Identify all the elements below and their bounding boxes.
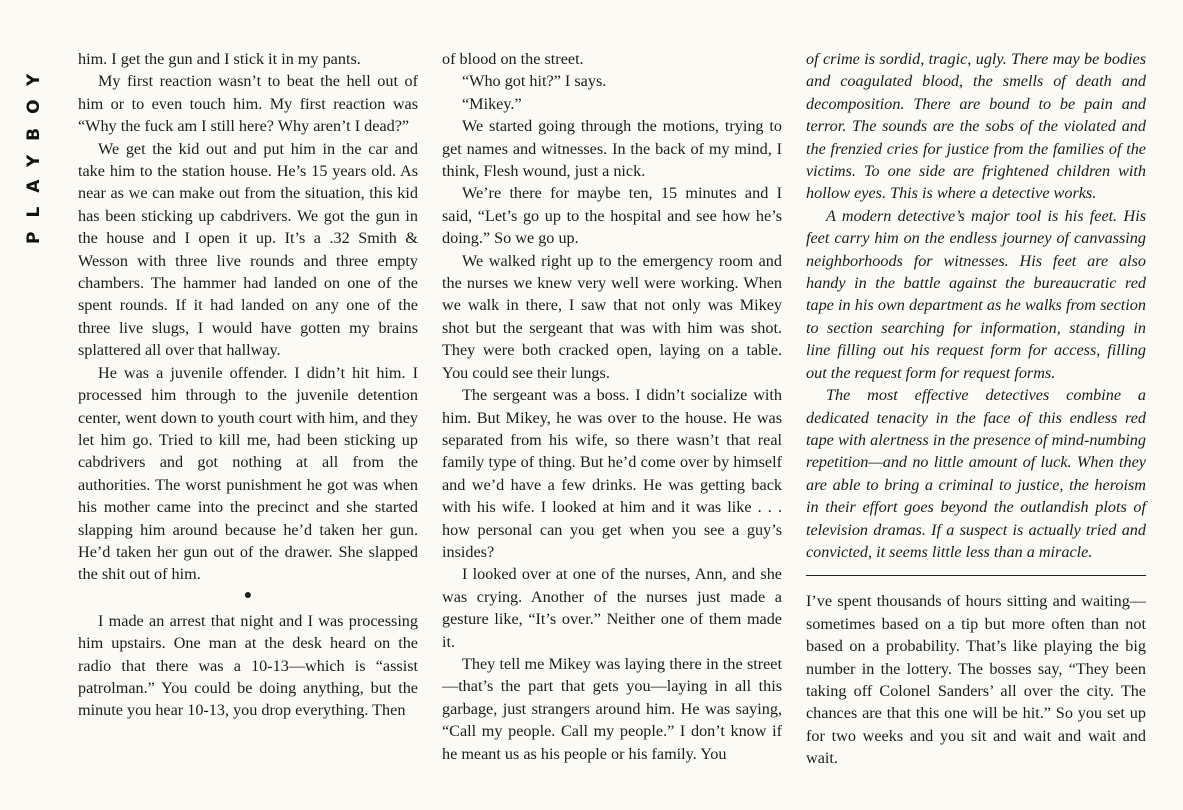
paragraph: I looked over at one of the nurses, Ann, and she was crying. Another of the nurses just made a gesture like, “It’s over.” Neither one of them made it. (442, 565, 782, 651)
paragraph: We walked right up to the emergency room and the nurses we knew very well were working. When we walk in there, I saw that not only was Mikey shot but the sergeant that was with him was shot. They were both cracked open, laying on a table. You could see their lungs. (442, 251, 782, 382)
paragraph: We started going through the motions, trying to get names and witnesses. In the back of my mind, I think, Flesh wound, just a nick. (442, 117, 782, 181)
text-column-1 (78, 48, 418, 722)
paragraph: He was a juvenile offender. I didn’t hit him. I processed him through to the juvenile detention center, went down to youth court with him, and they let him go. Tried to kill me, had been sticking up cabdrivers and got nothing at all from the authorities. The worst punishment he got was when his mother came into the precinct and she started slapping him around because he’d taken her gun. He’d taken her gun out of the drawer. She slapped the shit out of him. (78, 363, 418, 584)
column-3-body (806, 590, 1146, 769)
italic-sidebar (806, 48, 1146, 563)
paragraph: They tell me Mikey was laying there in the street—that’s the part that gets you—laying in all this garbage, just strangers around him. He was saying, “Call my people. Call my people.” I don’t know if he meant us as his people or his family. You (442, 654, 782, 763)
magazine-side-label: PLAYBOY (24, 59, 44, 244)
sidebar-paragraph: of crime is sordid, tragic, ugly. There may be bodies and coagulated blood, the smells of death and decomposition. There are bound to be pain and terror. The sounds are the sobs of the violated and the frenzied cries for justice from the families of the victims. To one side are frightened children with hollow eyes. This is where a detective works. (806, 50, 1146, 203)
paragraph: “Who got hit?” I says. (462, 72, 607, 91)
sidebar-rule (806, 575, 1146, 576)
sidebar-paragraph: A modern detective’s major tool is his feet. His feet carry him on the endless journey of canvassing neighborhoods for witnesses. His feet are also handy in the battle against the bureaucratic red tape in his own department as he walks from section to section searching for information, standing in line filling out his request form for access, filling out the request form for request forms. (806, 206, 1146, 382)
paragraph: The sergeant was a boss. I didn’t socialize with him. But Mikey, he was over to the house. He was separated from his wife, so there wasn’t that real family type of thing. But he’d come over by himself and we’d have a few drinks. He was getting back with his wife. I looked at him and it was like . . . how personal can you get when you see a guy’s insides? (442, 386, 782, 561)
sidebar-paragraph: The most effective detectives combine a dedicated tenacity in the face of this endless red tape with alertness in the presence of mind-numbing repetition—and no little amount of luck. When they are able to bring a criminal to justice, the heroism in their effort goes beyond the outlandish plots of television dramas. If a suspect is actually tried and convicted, it seems little less than a miracle. (806, 386, 1146, 561)
paragraph: “Mikey.” (462, 94, 522, 113)
paragraph: My first reaction wasn’t to beat the hell out of him or to even touch him. My first reaction was “Why the fuck am I still here? Why aren’t I dead?” (78, 72, 418, 136)
paragraph: I made an arrest that night and I was processing him upstairs. One man at the desk heard on the radio that there was a 10-13—which is “assist patrolman.” You could be doing anything, but the minute you hear 10-13, you drop everything. Then (78, 611, 418, 720)
paragraph: I’ve spent thousands of hours sitting and waiting—sometimes based on a tip but more often than not based on a probability. That’s like playing the big number in the lottery. The bosses say, “They been taking off Colonel Sanders’ all over the city. The chances are that this one will be hit.” So you set up for two weeks and you sit and wait and wait and wait. (806, 592, 1146, 768)
paragraph: of blood on the street. (442, 50, 584, 68)
paragraph: We’re there for maybe ten, 15 minutes and I said, “Let’s go up to the hospital and see how he’s doing.” So we go up. (442, 184, 782, 248)
section-separator: ● (243, 587, 253, 603)
paragraph: We get the kid out and put him in the car and take him to the station house. He’s 15 years old. As near as we can make out from the situation, this kid has been sticking up cabdrivers. We got the gun in the house and I open it up. It’s a .32 Smith & Wesson with three live rounds and three empty chambers. The hammer had landed on one of the spent rounds. If it had landed on any one of the three live slugs, I would have gotten my brains splattered all over that hallway. (78, 139, 418, 360)
paragraph: him. I get the gun and I stick it in my pants. (78, 50, 361, 68)
text-column-2 (442, 48, 782, 765)
text-column-3 (806, 48, 1146, 770)
